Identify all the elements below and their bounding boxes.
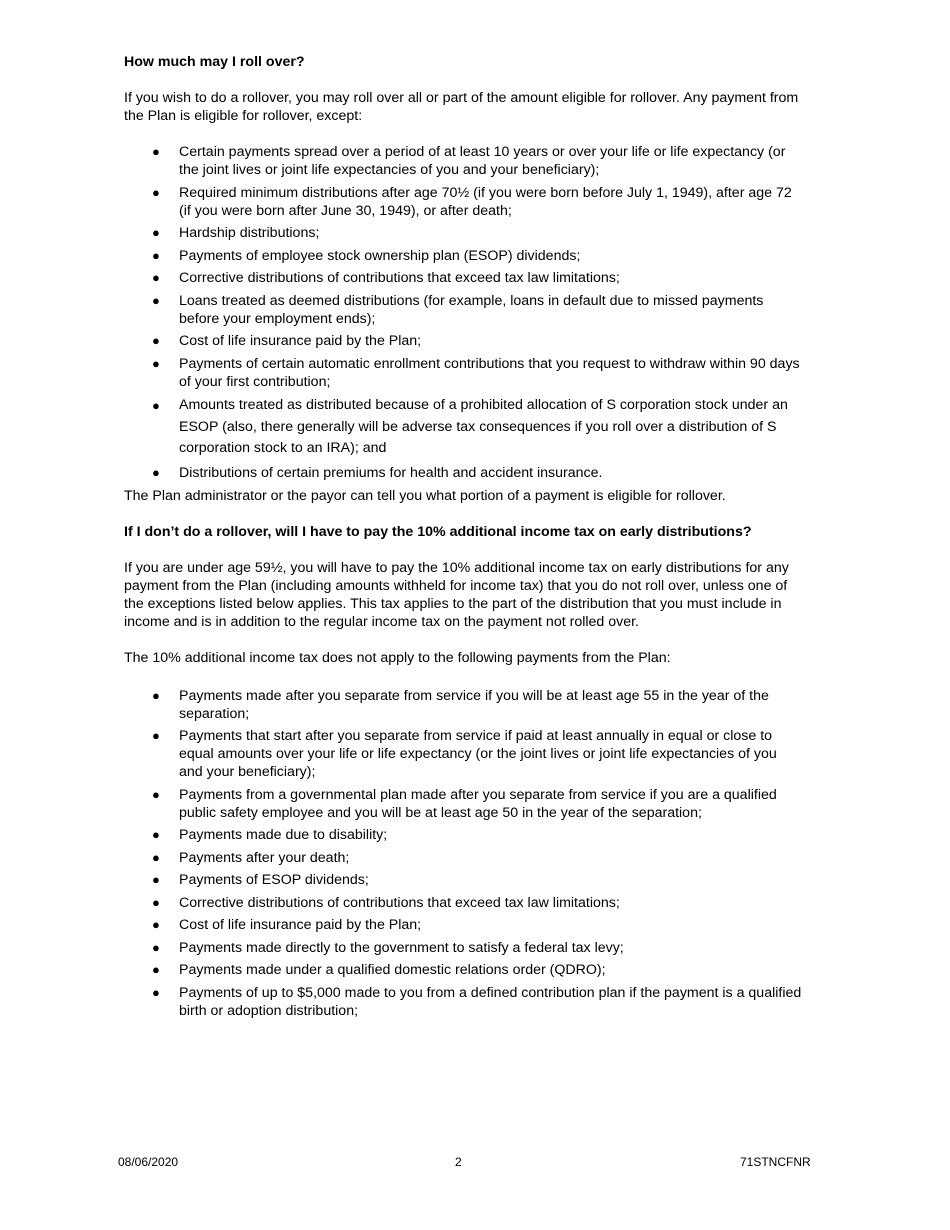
bullet-icon: ● [152,849,160,865]
list-item: ● Required minimum distributions after age 70½ (if you were born before July 1, 1949), after age 72 (if you were born after June 30, 1949), or after death; [152,184,792,219]
list-item: ● Corrective distributions of contributions that exceed tax law limitations; [152,270,620,286]
bullet-icon: ● [152,984,160,1000]
page-content [124,53,804,1024]
list-item: ● Payments of certain automatic enrollment contributions that you request to withdraw within 90 days of your first contribution; [152,355,800,390]
list-item: ● Hardship distributions; [152,225,320,241]
list-item: ● Payments after your death; [152,849,350,866]
bullet-icon: ● [152,292,160,308]
bullet-icon: ● [152,398,160,413]
bullet-icon: ● [152,917,160,932]
rollover-intro-paragraph: If you wish to do a rollover, you may roll over all or part of the amount eligible for rollover. Any payment from the Plan is eligible for rollover, except: [124,90,799,124]
bullet-icon: ● [152,962,160,977]
bullet-icon: ● [152,270,160,285]
bullet-icon: ● [152,786,160,802]
list-item: ● Payments of up to $5,000 made to you from a defined contribution plan if the payment is a qualified birth or adoption distribution; [152,984,802,1019]
bullet-icon: ● [152,872,160,887]
list-item: ● Cost of life insurance paid by the Plan; [152,917,422,933]
bullet-icon: ● [152,355,160,371]
list-item: ● Certain payments spread over a period of at least 10 years or over your life or life expectancy (or the joint lives or joint life expectancies of you and your beneficiary); [152,144,786,178]
plan-administrator-paragraph: The Plan administrator or the payor can tell you what portion of a payment is eligible for rollover. [124,487,726,504]
bullet-icon: ● [152,687,160,703]
list-item: ● Payments that start after you separate from service if paid at least annually in equal or close to equal amounts over your life or life expectancy (or the joint lives or joint life expectancies of you and your beneficiary); [152,728,777,780]
section-heading-additional-tax: If I don’t do a rollover, will I have to pay the 10% additional income tax on early distributions? [124,523,752,540]
list-item: ● Payments made under a qualified domestic relations order (QDRO); [152,962,606,978]
list-item: ● Payments made after you separate from service if you will be at least age 55 in the year of the separation; [152,687,769,722]
bullet-icon: ● [152,728,160,743]
list-item: ● Payments from a governmental plan made after you separate from service if you are a qualified public safety employee and you will be at least age 50 in the year of the separation; [152,786,777,821]
list-item: ● Payments of ESOP dividends; [152,872,369,888]
bullet-icon: ● [152,939,160,955]
list-item: ● Distributions of certain premiums for health and accident insurance. [152,465,603,481]
section-heading-rollover-amount: How much may I roll over? [124,54,305,70]
list-item: ● Corrective distributions of contributions that exceed tax law limitations; [152,894,620,911]
under-59-paragraph: If you are under age 59½, you will have to pay the 10% additional income tax on early distributions for any payment from the Plan (including amounts withheld for income tax) that you do not roll over, unless one of the exceptions listed below applies. This tax applies to the part of the distribution that you must include in income and is in addition to the regular income tax on the payment not rolled over. [124,559,789,630]
bullet-icon: ● [152,827,160,842]
list-item: ● Payments of employee stock ownership plan (ESOP) dividends; [152,247,581,264]
list-item: ● Loans treated as deemed distributions (for example, loans in default due to missed payments before your employment ends); [152,292,764,327]
bullet-icon: ● [152,184,160,200]
rollover-exceptions-list [124,143,804,482]
list-item: ● Amounts treated as distributed because of a prohibited allocation of S corporation stock under an ESOP (also, there generally will be adverse tax consequences if you roll over a distribution of S corporation stock to an IRA); and [152,397,788,456]
list-item: ● Cost of life insurance paid by the Plan; [152,333,422,349]
footer-date: 08/06/2020 [118,1155,179,1169]
additional-tax-exceptions-list [124,687,804,1020]
footer-doc-code: 71STNCFNR [740,1155,811,1169]
list-item: ● Payments made directly to the government to satisfy a federal tax levy; [152,939,624,956]
bullet-icon: ● [152,247,160,263]
bullet-icon: ● [152,144,160,159]
bullet-icon: ● [152,333,160,348]
footer-page-number: 2 [455,1155,462,1169]
bullet-icon: ● [152,894,160,910]
list-item: ● Payments made due to disability; [152,827,388,843]
bullet-icon: ● [152,465,160,480]
additional-tax-exceptions-intro: The 10% additional income tax does not apply to the following payments from the Plan: [124,649,671,666]
bullet-icon: ● [152,225,160,240]
